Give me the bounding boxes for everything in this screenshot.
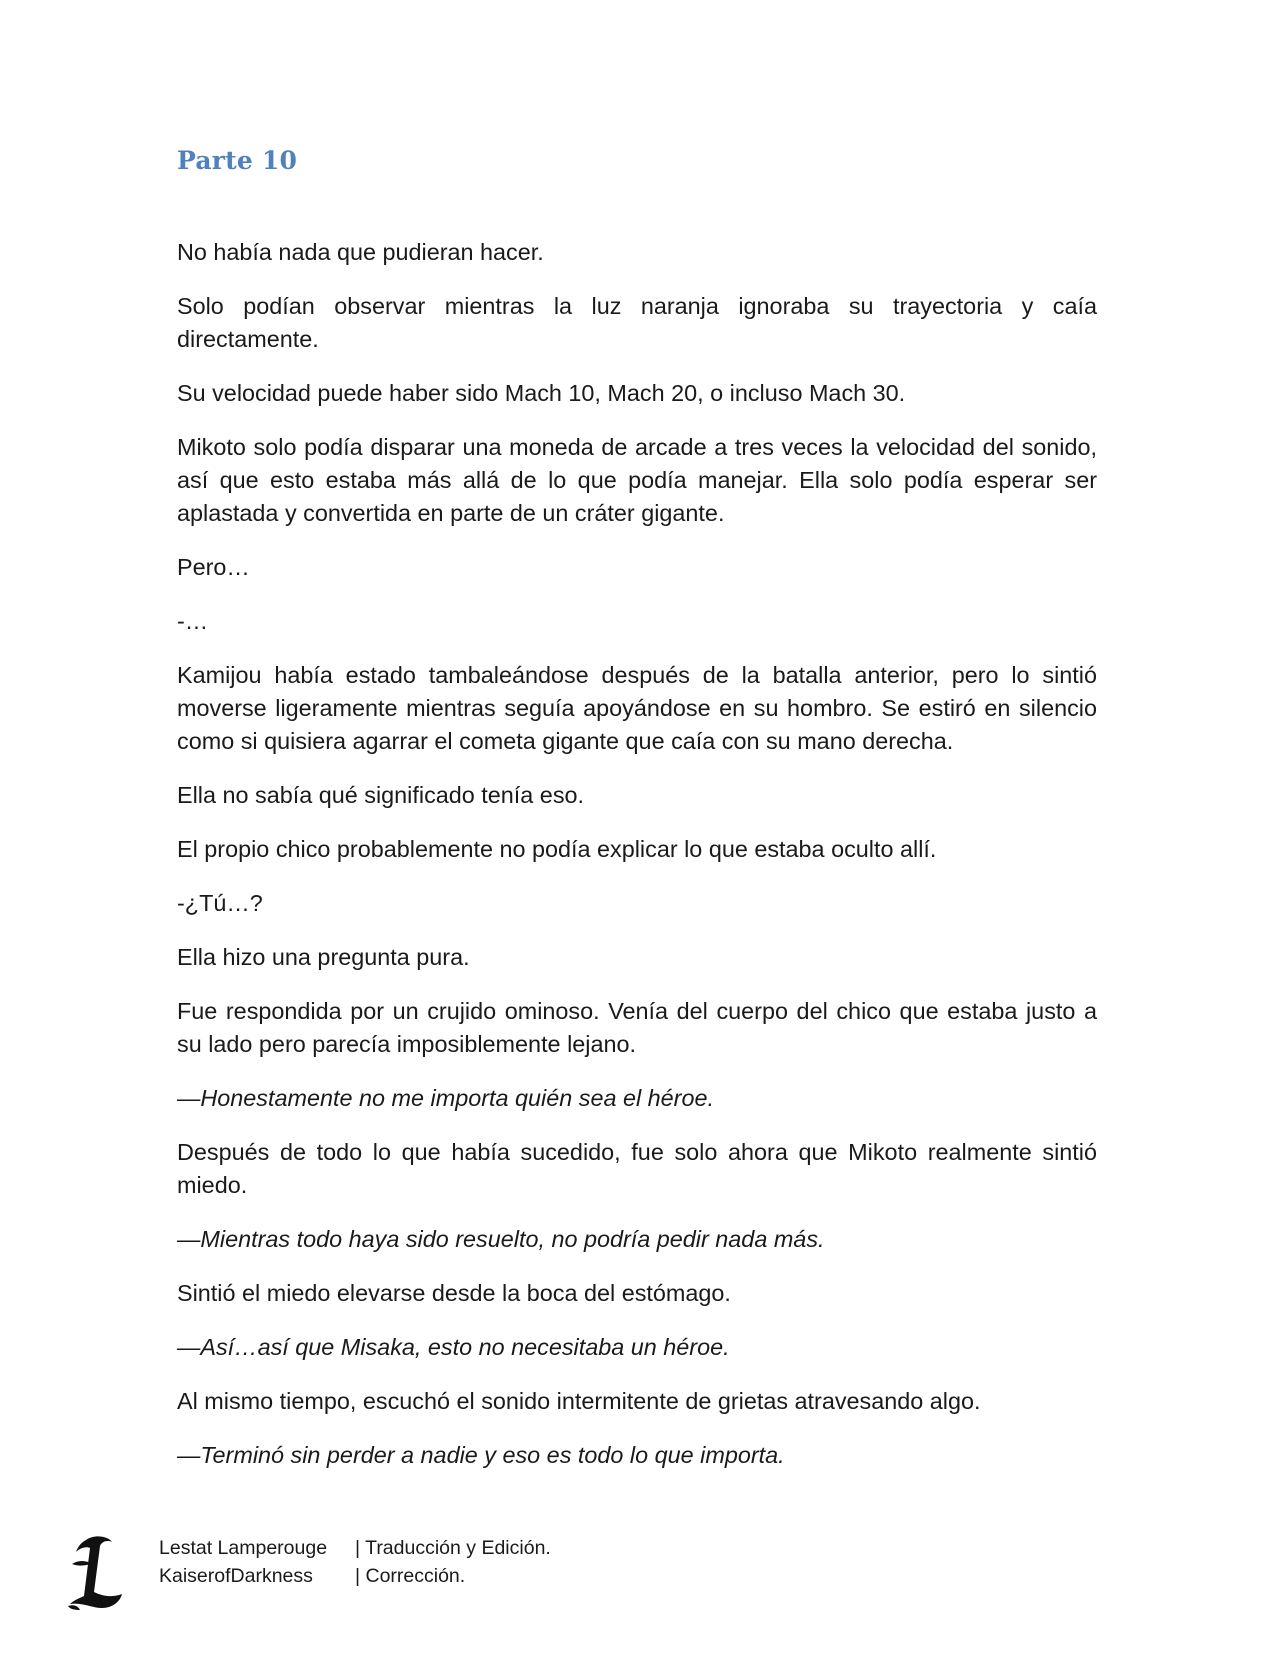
footer-credit-row [159, 1534, 551, 1562]
paragraph: Ella hizo una pregunta pura. [177, 944, 470, 970]
chapter-heading: Parte 10 [177, 146, 298, 175]
italic-paragraph: —Mientras todo haya sido resuelto, no podría pedir nada más. [177, 1226, 825, 1252]
credit-role: | Traducción y Edición. [355, 1537, 551, 1559]
paragraph: Ella no sabía qué significado tenía eso. [177, 782, 585, 808]
gothic-l-logo-icon [64, 1534, 126, 1612]
credit-name: KaiserofDarkness [159, 1565, 313, 1587]
paragraph: Fue respondida por un crujido ominoso. Venía del cuerpo del chico que estaba justo a su lado pero parecía imposiblemente lejano. [177, 998, 1097, 1057]
body-text [177, 236, 1097, 1493]
footer-credit-row [159, 1562, 551, 1590]
paragraph: No había nada que pudieran hacer. [177, 239, 544, 265]
page-footer [64, 1534, 764, 1614]
italic-paragraph: —Honestamente no me importa quién sea el héroe. [177, 1085, 714, 1111]
paragraph: Al mismo tiempo, escuchó el sonido intermitente de grietas atravesando algo. [177, 1388, 981, 1414]
paragraph: -… [177, 608, 209, 634]
paragraph: Kamijou había estado tambaleándose después de la batalla anterior, pero lo sintió moverse ligeramente mientras seguía apoyándose en su hombro. Se estiró en silencio como si quisiera agarrar el cometa gigante que caía con su mano derecha. [177, 662, 1097, 754]
paragraph: Su velocidad puede haber sido Mach 10, Mach 20, o incluso Mach 30. [177, 380, 906, 406]
paragraph: Mikoto solo podía disparar una moneda de arcade a tres veces la velocidad del sonido, así que esto estaba más allá de lo que podía manejar. Ella solo podía esperar ser aplastada y convertida en parte de un cráter gigante. [177, 434, 1097, 526]
paragraph: Después de todo lo que había sucedido, fue solo ahora que Mikoto realmente sintió miedo. [177, 1139, 1097, 1198]
footer-credits [159, 1534, 551, 1590]
credit-name: Lestat Lamperouge [159, 1537, 328, 1559]
italic-paragraph: —Así…así que Misaka, esto no necesitaba un héroe. [177, 1334, 730, 1360]
credit-role: | Corrección. [355, 1565, 466, 1587]
paragraph: El propio chico probablemente no podía explicar lo que estaba oculto allí. [177, 836, 937, 862]
paragraph: Pero… [177, 554, 250, 580]
paragraph: -¿Tú…? [177, 890, 263, 916]
italic-paragraph: —Terminó sin perder a nadie y eso es todo lo que importa. [177, 1442, 785, 1468]
paragraph: Solo podían observar mientras la luz naranja ignoraba su trayectoria y caía directamente. [177, 293, 1097, 352]
paragraph: Sintió el miedo elevarse desde la boca del estómago. [177, 1280, 731, 1306]
